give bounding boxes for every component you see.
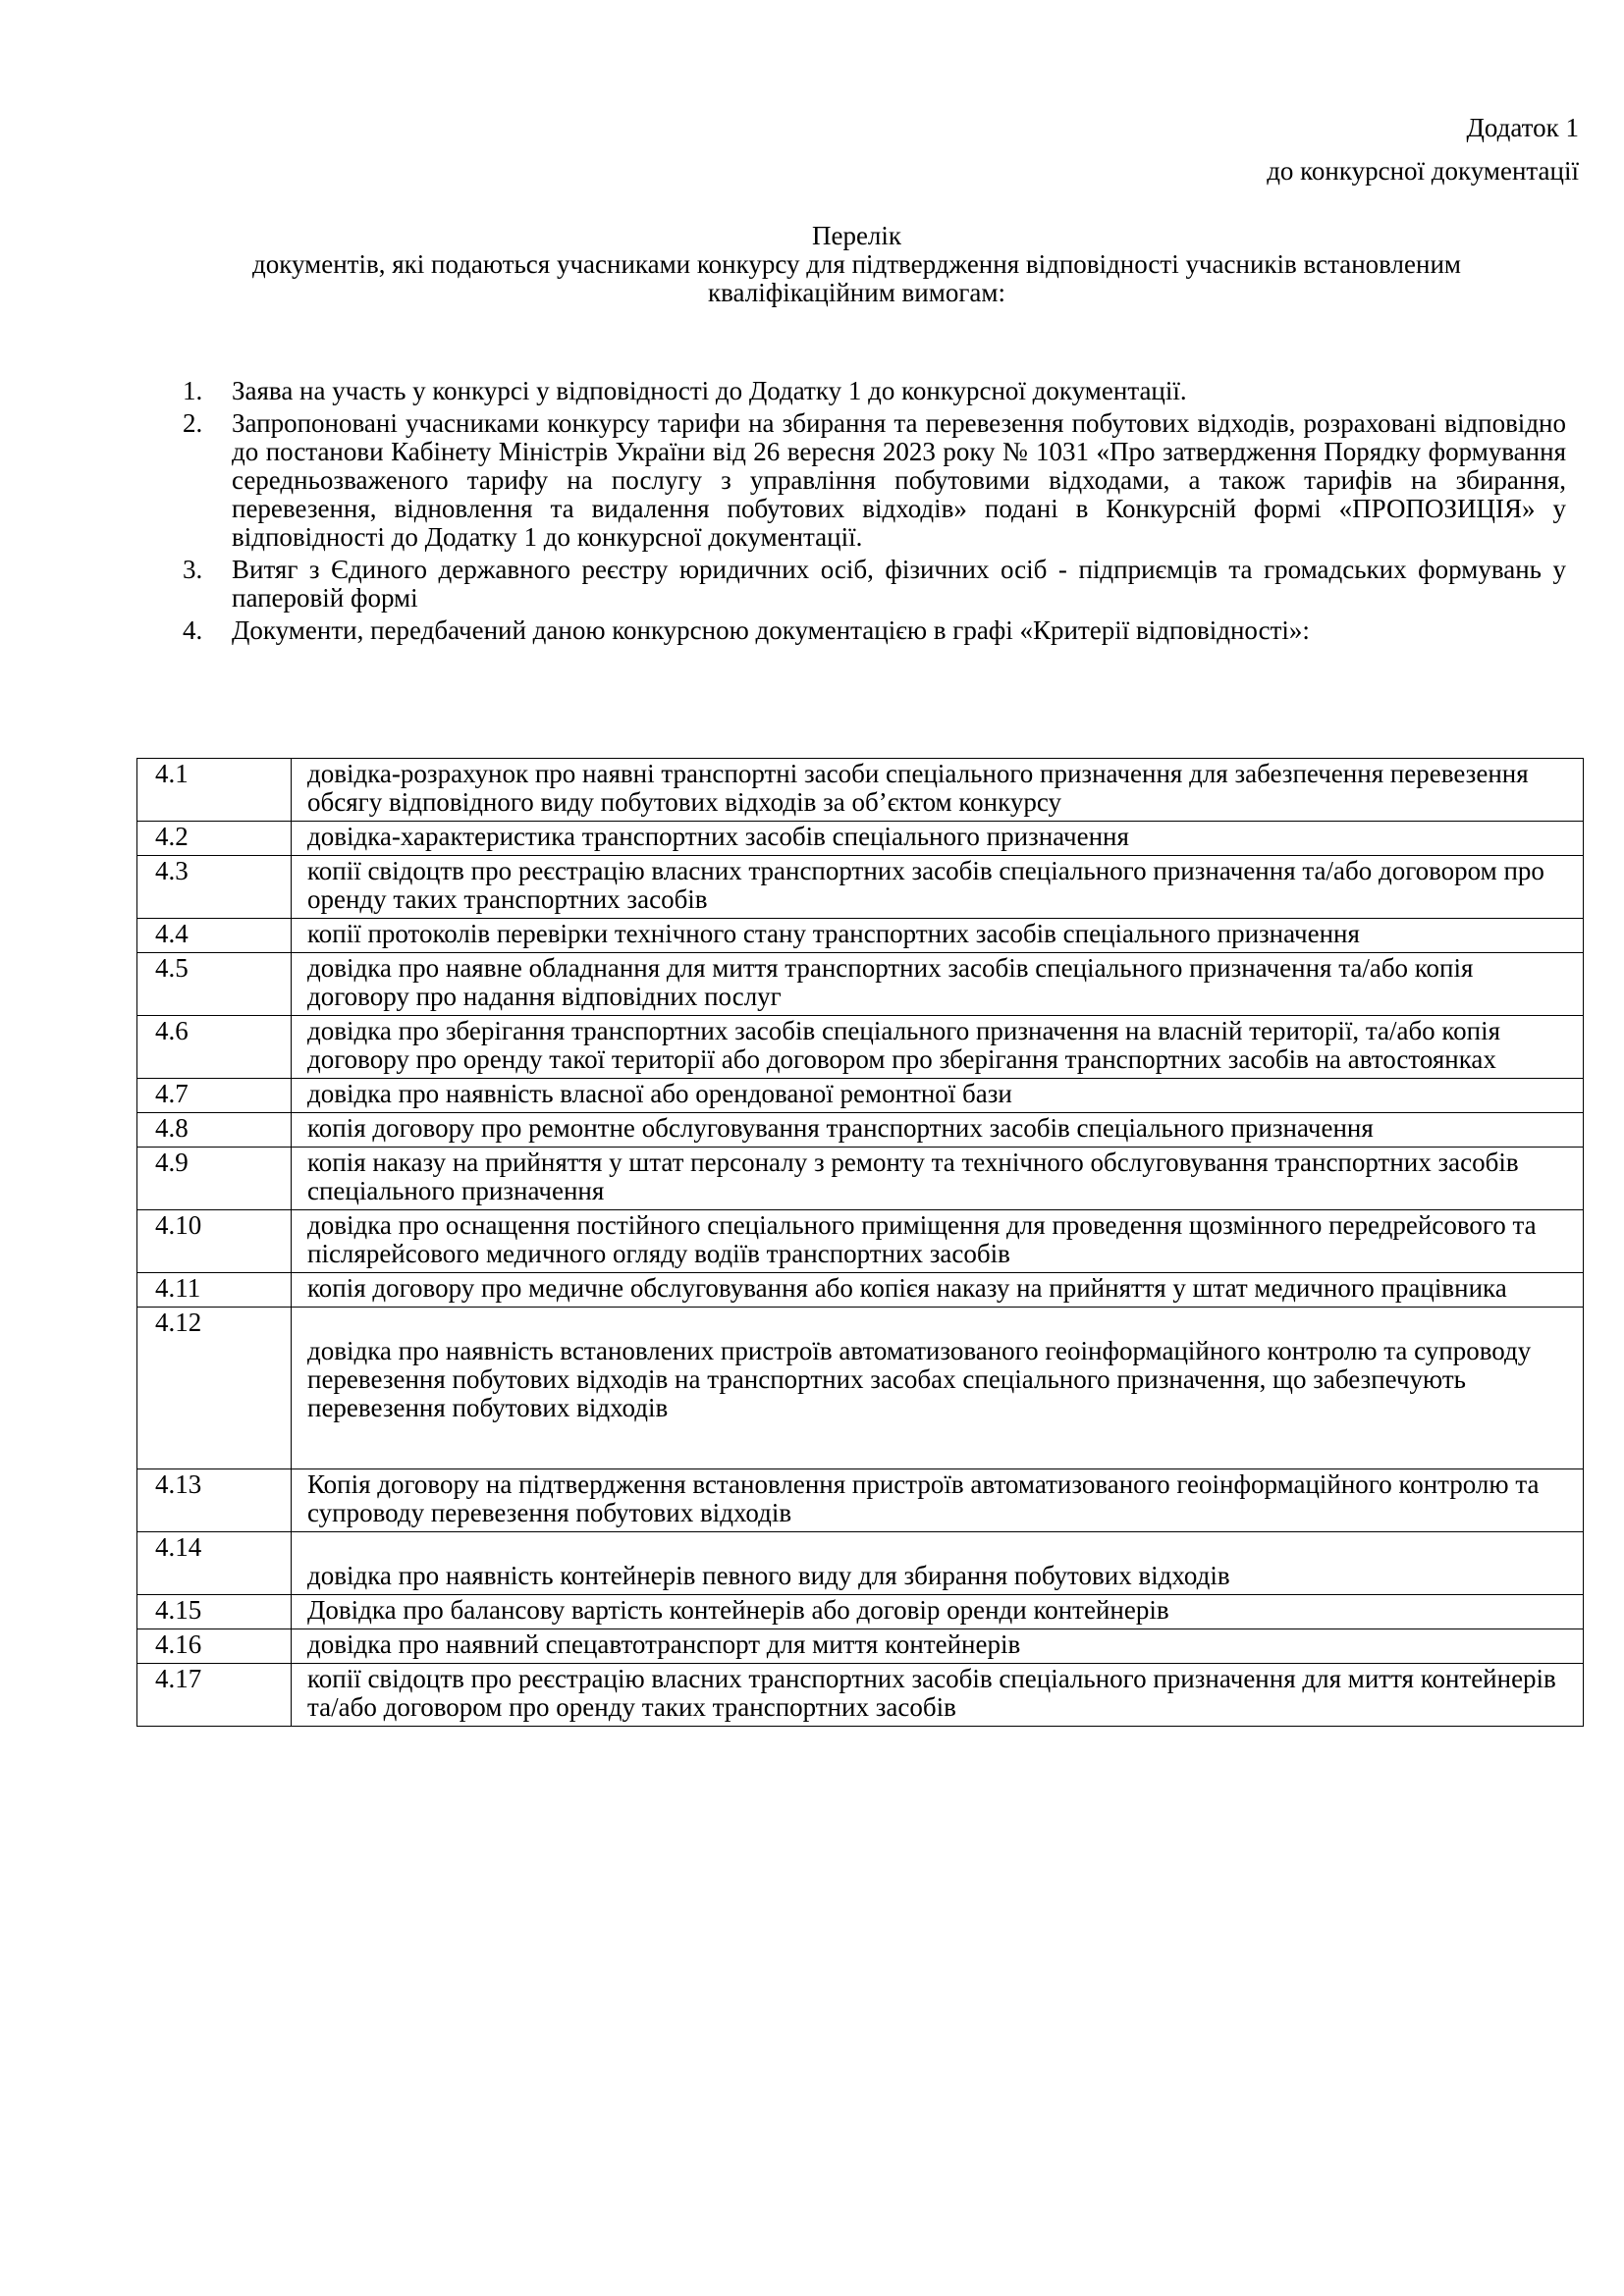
row-code: 4.13 bbox=[137, 1469, 292, 1532]
row-description: довідка-розрахунок про наявні транспортні засоби спеціального призначення для забезпечення перевезення обсягу відповідного виду побутових відходів за об’єктом конкурсу bbox=[292, 759, 1584, 822]
row-description: Довідка про балансову вартість контейнерів або договір оренди контейнерів bbox=[292, 1595, 1584, 1629]
table-row bbox=[137, 1664, 1584, 1727]
appendix-reference: до конкурсної документації bbox=[1267, 156, 1579, 186]
table-row bbox=[137, 953, 1584, 1016]
table-row bbox=[137, 1079, 1584, 1113]
row-code: 4.16 bbox=[137, 1629, 292, 1664]
row-description: довідка про наявність власної або орендованої ремонтної бази bbox=[292, 1079, 1584, 1113]
table-row bbox=[137, 822, 1584, 856]
row-code: 4.14 bbox=[137, 1532, 292, 1595]
appendix-header bbox=[1267, 106, 1579, 192]
title-line-1: Перелік bbox=[811, 221, 902, 250]
list-item-text: Заява на участь у конкурсі у відповідності до Додатку 1 до конкурсної документації. bbox=[232, 376, 1187, 405]
row-description: копії свідоцтв про реєстрацію власних транспортних засобів спеціального призначення та/або договором про оренду таких транспортних засобів bbox=[292, 856, 1584, 919]
document-list bbox=[183, 377, 1566, 649]
row-code: 4.4 bbox=[137, 919, 292, 953]
row-description: копія наказу на прийняття у штат персоналу з ремонту та технічного обслуговування транспортних засобів спеціального призначення bbox=[292, 1148, 1584, 1210]
list-item-text: Документи, передбачений даною конкурсною документацією в графі «Критерії відповідності»: bbox=[232, 615, 1310, 645]
row-code: 4.12 bbox=[137, 1308, 292, 1469]
title-line-3: кваліфікаційним вимогам: bbox=[708, 278, 1005, 307]
table-row bbox=[137, 1595, 1584, 1629]
list-item bbox=[183, 616, 1566, 645]
row-description: довідка-характеристика транспортних засобів спеціального призначення bbox=[292, 822, 1584, 856]
row-code: 4.5 bbox=[137, 953, 292, 1016]
table-row bbox=[137, 1210, 1584, 1273]
table-row bbox=[137, 759, 1584, 822]
table-row bbox=[137, 1113, 1584, 1148]
document-title bbox=[147, 222, 1566, 307]
row-description: копія договору про ремонтне обслуговування транспортних засобів спеціального призначення bbox=[292, 1113, 1584, 1148]
list-item-text: Витяг з Єдиного державного реєстру юридичних осіб, фізичних осіб - підприємців та громадських формувань у паперовій формі bbox=[232, 555, 1566, 613]
row-description: довідка про наявність контейнерів певного виду для збирання побутових відходів bbox=[292, 1532, 1584, 1595]
table-row bbox=[137, 1273, 1584, 1308]
criteria-table bbox=[136, 758, 1584, 1727]
table-row bbox=[137, 1532, 1584, 1595]
row-code: 4.3 bbox=[137, 856, 292, 919]
table-row bbox=[137, 1016, 1584, 1079]
list-item-number: 2. bbox=[183, 408, 203, 438]
row-code: 4.1 bbox=[137, 759, 292, 822]
row-code: 4.6 bbox=[137, 1016, 292, 1079]
row-code: 4.9 bbox=[137, 1148, 292, 1210]
list-item-number: 3. bbox=[183, 555, 203, 584]
row-code: 4.2 bbox=[137, 822, 292, 856]
list-item bbox=[183, 409, 1566, 552]
table-row bbox=[137, 856, 1584, 919]
list-item bbox=[183, 556, 1566, 613]
row-description: копії свідоцтв про реєстрацію власних транспортних засобів спеціального призначення для миття контейнерів та/або договором про оренду таких транспортних засобів bbox=[292, 1664, 1584, 1727]
table-row bbox=[137, 1469, 1584, 1532]
row-description: довідка про зберігання транспортних засобів спеціального призначення на власній території, та/або копія договору про оренду такої території або договором про зберігання транспортних засобів на автостоянках bbox=[292, 1016, 1584, 1079]
row-description: копія договору про медичне обслуговування або копієя наказу на прийняття у штат медичного працівника bbox=[292, 1273, 1584, 1308]
table-row bbox=[137, 1308, 1584, 1469]
title-line-2: документів, які подаються учасниками конкурсу для підтвердження відповідності учасників встановленим bbox=[252, 249, 1461, 279]
list-item-number: 1. bbox=[183, 376, 203, 405]
row-description: довідка про оснащення постійного спеціального приміщення для проведення щозмінного передрейсового та післярейсового медичного огляду водіїв транспортних засобів bbox=[292, 1210, 1584, 1273]
row-code: 4.15 bbox=[137, 1595, 292, 1629]
table-row bbox=[137, 919, 1584, 953]
row-code: 4.10 bbox=[137, 1210, 292, 1273]
row-description: довідка про наявність встановлених пристроїв автоматизованого геоінформаційного контролю та супроводу перевезення побутових відходів на транспортних засобах спеціального призначення, що забезпечують перевезення побутових відходів bbox=[292, 1308, 1584, 1469]
row-code: 4.11 bbox=[137, 1273, 292, 1308]
row-description: Копія договору на підтвердження встановлення пристроїв автоматизованого геоінформаційного контролю та супроводу перевезення побутових відходів bbox=[292, 1469, 1584, 1532]
row-code: 4.7 bbox=[137, 1079, 292, 1113]
table-row bbox=[137, 1148, 1584, 1210]
list-item-text: Запропоновані учасниками конкурсу тарифи на збирання та перевезення побутових відходів, розраховані відповідно до постанови Кабінету Міністрів України від 26 вересня 2023 року № 1031 «Про затвердження Порядку формування середньозваженого тарифу на послугу з управління побутовими відходами, а також тарифів на збирання, перевезення, відновлення та видалення побутових відходів» подані в Конкурсній формі «ПРОПОЗИЦІЯ» у відповідності до Додатку 1 до конкурсної документації. bbox=[232, 408, 1566, 552]
row-code: 4.17 bbox=[137, 1664, 292, 1727]
list-item-number: 4. bbox=[183, 615, 203, 645]
appendix-number: Додаток 1 bbox=[1466, 113, 1579, 142]
list-item bbox=[183, 377, 1566, 405]
row-description: довідка про наявний спецавтотранспорт для миття контейнерів bbox=[292, 1629, 1584, 1664]
row-description: довідка про наявне обладнання для миття транспортних засобів спеціального призначення та/або копія договору про надання відповідних послуг bbox=[292, 953, 1584, 1016]
table-row bbox=[137, 1629, 1584, 1664]
row-description: копії протоколів перевірки технічного стану транспортних засобів спеціального призначення bbox=[292, 919, 1584, 953]
row-code: 4.8 bbox=[137, 1113, 292, 1148]
